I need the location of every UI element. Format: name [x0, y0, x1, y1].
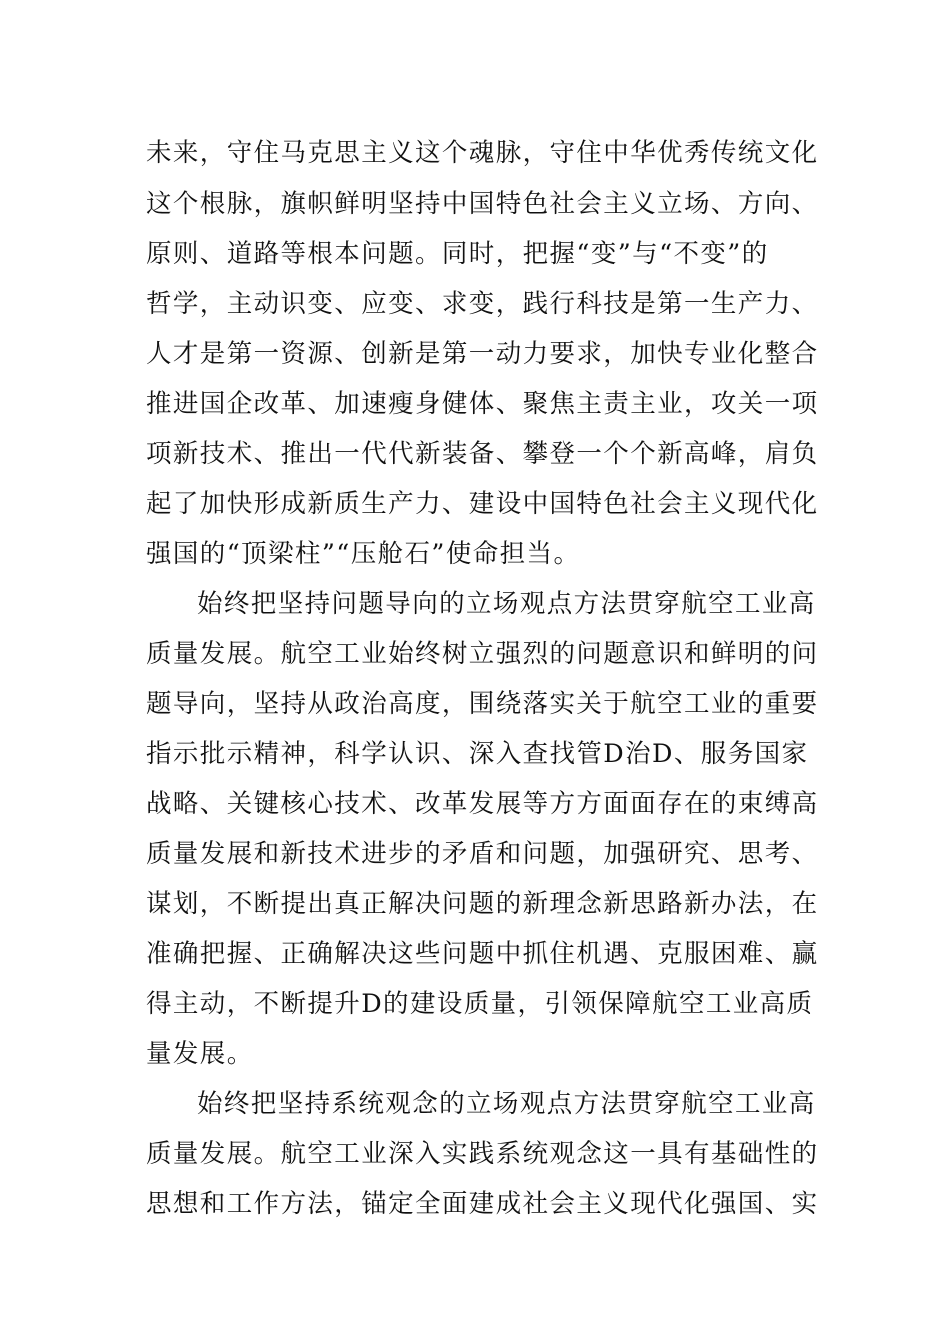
paragraph-1-line-5: 人才是第一资源、创新是第一动力要求，加快专业化整合 [146, 339, 819, 369]
paragraph-2-line-10: 量发展。 [146, 1039, 254, 1069]
paragraph-2-line-7: 谋划，不断提出真正解决问题的新理念新思路新办法，在 [146, 889, 819, 919]
paragraph-3-line-2: 质量发展。航空工业深入实践系统观念这一具有基础性的 [146, 1139, 819, 1169]
paragraph-2-line-1: 始终把坚持问题导向的立场观点方法贯穿航空工业高 [197, 589, 816, 619]
paragraph-2-line-3: 题导向，坚持从政治高度，围绕落实关于航空工业的重要 [146, 689, 819, 719]
paragraph-1-line-1: 未来，守住马克思主义这个魂脉，守住中华优秀传统文化 [146, 138, 819, 168]
paragraph-2-line-9: 得主动，不断提升D的建设质量，引领保障航空工业高质 [146, 989, 814, 1019]
paragraph-3-line-1: 始终把坚持系统观念的立场观点方法贯穿航空工业高 [197, 1089, 816, 1119]
paragraph-2-line-4: 指示批示精神，科学认识、深入查找管D治D、服务国家 [146, 739, 809, 769]
paragraph-3-line-3: 思想和工作方法，锚定全面建成社会主义现代化强国、实 [146, 1189, 819, 1219]
paragraph-2-line-2: 质量发展。航空工业始终树立强烈的问题意识和鲜明的问 [146, 639, 819, 669]
paragraph-2-line-6: 质量发展和新技术进步的矛盾和问题，加强研究、思考、 [146, 839, 819, 869]
paragraph-1-line-8: 起了加快形成新质生产力、建设中国特色社会主义现代化 [146, 489, 819, 519]
paragraph-2-line-8: 准确把握、正确解决这些问题中抓住机遇、克服困难、赢 [146, 939, 819, 969]
paragraph-1-line-7: 项新技术、推出一代代新装备、攀登一个个新高峰，肩负 [146, 439, 819, 469]
paragraph-1-line-4: 哲学，主动识变、应变、求变，践行科技是第一生产力、 [146, 289, 819, 319]
paragraph-2-line-5: 战略、关键核心技术、改革发展等方方面面存在的束缚高 [146, 789, 819, 819]
paragraph-1-line-9: 强国的“顶梁柱”“压舱石”使命担当。 [146, 539, 581, 569]
paragraph-1-line-3: 原则、道路等根本问题。同时，把握“变”与“不变”的 [146, 239, 769, 269]
paragraph-1-line-6: 推进国企改革、加速瘦身健体、聚焦主责主业，攻关一项 [146, 389, 819, 419]
paragraph-1-line-2: 这个根脉，旗帜鲜明坚持中国特色社会主义立场、方向、 [146, 189, 819, 219]
